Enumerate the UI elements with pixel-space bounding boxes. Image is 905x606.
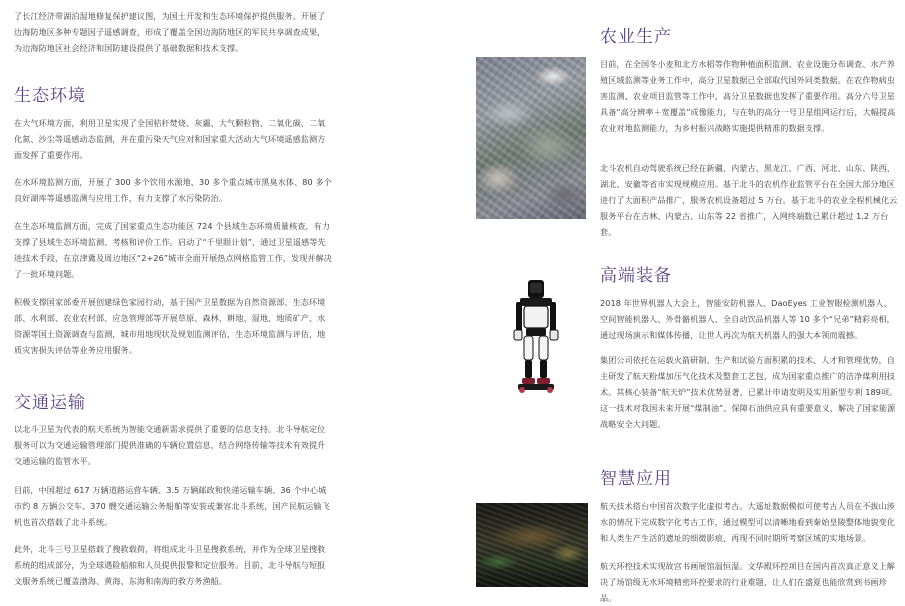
ecology-paragraph-2: 在水环境监测方面，开展了 300 多个饮用水源地、30 多个重点城市黑臭水体、80 多个良好湖库等遥感监测与应用工作，有力支撑了水污染防治。 — [14, 177, 332, 203]
equip-title: 高端装备 — [600, 266, 672, 286]
ecology-title: 生态环境 — [14, 86, 86, 106]
ecology-paragraph-1: 在大气环境方面，利用卫星实现了全国秸秆焚烧、灰霾、大气颗粒物、二氧化碳、二氧化氮、沙尘等遥感动态监测，并在重污染天气应对和国家重大活动大气环境遥感监测方面发挥了重要作用。 — [14, 118, 326, 160]
equip-paragraph-1: 2018 年世界机器人大会上，智能安防机器人、DaoEyes 工业智眼检测机器人、空间智能机器人、外骨骼机器人、全自动饮品机器人等 10 多个“兄弟”精彩亮相，通过现场演示和媒体传播，让世人再次为航天机器人的强大本领而震撼。 — [600, 298, 895, 340]
farmland-satellite-image — [476, 57, 586, 219]
archaeology-3d-terrain-image — [476, 503, 588, 587]
agri-title: 农业生产 — [600, 27, 672, 47]
smart-paragraph-2: 航天环控技术实现故宫书画展馆温恒湿。文华殿环控项目在国内首次真正意义上解决了场馆级无水环境精密环控要求的行业难题，让人们在盛夏也能欣赏到书画珍品。 — [600, 561, 895, 603]
traffic-paragraph-2: 目前，中国超过 617 万辆道路运营车辆、3.5 万辆邮政和快递运输车辆、36 个中心城市约 8 万辆公交车、370 艘交通运输公务船舶等安装或兼容北斗系统，国产民航运输飞机也首次搭载了北斗系统。 — [14, 485, 330, 527]
intro-paragraph: 了长江经济带湖泊湿地修复保护建议图，为国土开发和生态环境保护提供服务。开展了边海防地区多种专题因子遥感调查，形成了覆盖全国边海防地区的军民共享调查成果，为边海防地区社会经济和国防建设提供了基础数据和技术支撑。 — [14, 11, 326, 53]
equip-paragraph-2: 集团公司依托在运载火箭研制、生产和试验方面积累的技术、人才和管理优势，自主研发了航天粉煤加压气化技术及整套工艺包，成为国家重点推广的洁净煤利用技术。其核心装备“航天炉”技术优势显著，已累计申请发明及实用新型专利 189项。这一技术对我国未来开展“煤制油”、保障石油供应具有重要意义，解决了国家能源战略安全大问题。 — [600, 355, 898, 429]
agri-paragraph-2: 北斗农机自动驾驶系统已经在新疆、内蒙古、黑龙江、广西、河北、山东、陕西、湖北、安徽等省市实现规模应用。基于北斗的农机作业监管平台在全国大部分地区进行了大面积产品推广，服务农机设备超过 5 万台。基于北斗的农业全程机械化云服务平台在吉林、内蒙古、山东等 22 省推广，入网终端数已累计超过 1.2 万台套。 — [600, 163, 898, 237]
traffic-paragraph-1: 以北斗卫星为代表的航天系统为智能交通新需求提供了重要的信息支持。北斗导航定位服务可以为交通运输管理部门提供准确的车辆位置信息，结合网络传输等技术有效提升交通运输的监管水平。 — [14, 424, 326, 466]
ecology-paragraph-3: 在生态环境监测方面，完成了国家重点生态功能区 724 个县域生态环境质量核查，有力支撑了县域生态环境监测、考核和评价工作。启动了“千里眼计划”，通过卫星遥感等先进技术手段，在京津冀及周边地区“2+26”城市全面开展热点网格监管工作，发现并解决了一批环境问题。 — [14, 221, 333, 279]
ecology-paragraph-4: 积极支撑国家部委开展创建绿色家园行动，基于国产卫星数据为自然资源部、生态环境部、水利部、农业农村部、应急管理部等开展草原、森林、耕地、湿地、地质矿产、水资源等国土资源调查与监测，城市用地现状及规划监测评估，生态环境监测与评估，地质灾害损失评估等业务应用服务。 — [14, 297, 326, 355]
smart-title: 智慧应用 — [600, 469, 672, 489]
traffic-title: 交通运输 — [14, 393, 86, 413]
agri-paragraph-1: 目前，在全国冬小麦和北方水稻等作物种植面积监测、农业设施分布调查、水产养殖区域监测等业务工作中，高分卫星数据已全部取代国外同类数据。在农作物病虫害监测、农业项目监管等工作中，高分卫星数据也发挥了重要作用。高分六号卫星具备“高分辨率＋宽覆盖”成像能力，与在轨的高分一号卫星组网运行后，大幅提高农业对地监测能力，为乡村振兴战略实施提供精准的数据支撑。 — [600, 59, 896, 133]
smart-paragraph-1: 航天技术搭台中国首次数字化虚拟考古。大遥址数据模拟可使考古人员在不拔山涉水的情况下完成数字化考古工作，通过模型可以清晰地看到秦始皇陵整体地貌变化和人类生产生活的遗址的细微影痕，再现不同时期所考察区域的实地场景。 — [600, 501, 895, 543]
exoskeleton-robot-image — [500, 278, 572, 396]
traffic-paragraph-3: 此外，北斗三号卫星搭载了搜救载荷，将组成北斗卫星搜救系统，并作为全球卫星搜救系统的组成部分，为全球遇险船舶和人员提供报警和定位服务。目前，北斗导航与短报文服务系统已覆盖渤海、黄海、东海和南海的救方务渔船。 — [14, 544, 326, 586]
